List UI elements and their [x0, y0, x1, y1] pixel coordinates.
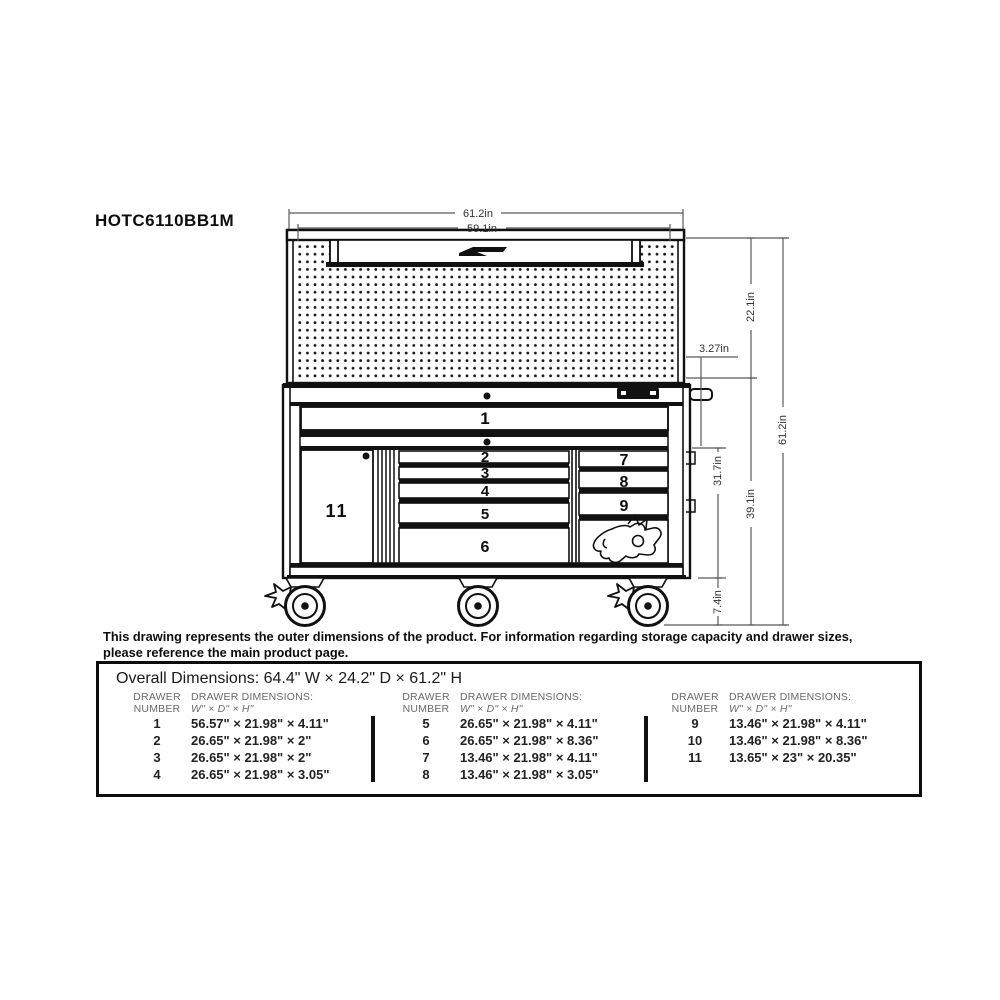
drawer-7-label: 7 [619, 452, 629, 469]
table-row [129, 766, 330, 783]
drawer-4-label: 4 [480, 483, 490, 500]
hutch [287, 230, 684, 383]
column-header [667, 692, 868, 704]
compartment-10 [579, 520, 668, 563]
dim-total-height: 61.2in [777, 415, 789, 445]
drawer-number: 2 [153, 733, 161, 748]
hutch-shelf [326, 240, 644, 267]
caster-right [629, 578, 668, 626]
dimensions-table [96, 661, 922, 797]
dim-cabinet-height: 39.1in [745, 489, 757, 519]
column-divider [371, 716, 375, 782]
drawer-dims: 26.65" × 21.98" × 4.11" [460, 716, 598, 731]
drawer-dims: 26.65" × 21.98" × 8.36" [460, 733, 599, 748]
casters [265, 578, 668, 626]
drawer-dims: 26.65" × 21.98" × 2" [191, 750, 312, 765]
drawer-6-label: 6 [480, 539, 490, 556]
header-number: NUMBER [671, 702, 719, 715]
door-knob [363, 453, 370, 460]
table-row [398, 749, 599, 766]
drawer-number: 7 [422, 750, 430, 765]
table-column-3 [667, 692, 868, 766]
table-row [667, 749, 868, 766]
header-number: NUMBER [402, 702, 450, 715]
table-row [129, 732, 330, 749]
drawer-number: 6 [422, 733, 430, 748]
drawer-number: 8 [422, 767, 430, 782]
table-row [398, 715, 599, 732]
column-header [129, 692, 330, 704]
table-column-2 [398, 692, 599, 783]
column-header-2 [667, 704, 868, 716]
drawer-dims: 13.46" × 21.98" × 4.11" [729, 716, 867, 731]
column-divider [644, 716, 648, 782]
drawer-dims: 13.65" × 23" × 20.35" [729, 750, 857, 765]
table-row [129, 749, 330, 766]
keyhole-dot-2 [484, 439, 491, 446]
dim-gap: 3.27in [699, 343, 729, 355]
column-header-2 [129, 704, 330, 716]
model-number: HOTC6110BB1M [95, 211, 235, 230]
brand-badge-icon [617, 388, 659, 399]
footnote [103, 629, 918, 660]
dim-width-inner: 59.1in [467, 223, 497, 235]
header-wdh: W" × D" × H" [460, 702, 523, 715]
drawer-number: 10 [687, 733, 703, 748]
header-drawer: DRAWER [402, 691, 450, 703]
drawer-number: 1 [153, 716, 161, 731]
drawer-8-label: 8 [619, 474, 629, 491]
dim-body-height: 31.7in [712, 456, 724, 486]
header-dimensions: DRAWER DIMENSIONS: [191, 691, 314, 703]
header-wdh: W" × D" × H" [729, 702, 792, 715]
table-row [129, 715, 330, 732]
door-11-label: 11 [325, 501, 349, 521]
header-drawer: DRAWER [133, 691, 181, 703]
drawer-number: 9 [691, 716, 699, 731]
caster-left [286, 578, 325, 626]
dim-width-outer: 61.2in [463, 208, 493, 220]
right-drawer-stack [579, 451, 668, 563]
dim-caster-height: 7.4in [712, 590, 724, 614]
header-dimensions: DRAWER DIMENSIONS: [729, 691, 852, 703]
cabinet [283, 383, 712, 579]
table-column-1 [129, 692, 330, 783]
table-row [667, 732, 868, 749]
drawer-3-label: 3 [480, 465, 490, 482]
drawer-dims: 56.57" × 21.98" × 4.11" [191, 716, 329, 731]
footnote-line-1: This drawing represents the outer dimensions of the product. For information regarding storage capacity and drawer sizes, [103, 629, 853, 644]
table-row [398, 766, 599, 783]
drawer-number: 11 [688, 750, 702, 765]
column-header [398, 692, 599, 704]
footnote-line-2: please reference the main product page. [103, 644, 349, 660]
drawer-5-label: 5 [480, 506, 490, 523]
drawer-number: 3 [153, 750, 161, 765]
drawer-dims: 13.46" × 21.98" × 4.11" [460, 750, 598, 765]
drawer-dims: 26.65" × 21.98" × 3.05" [191, 767, 330, 782]
table-row [398, 732, 599, 749]
keyhole-dot [484, 393, 491, 400]
table-row [667, 715, 868, 732]
header-number: NUMBER [133, 702, 181, 715]
drawer-dims: 26.65" × 21.98" × 2" [191, 733, 312, 748]
header-dimensions: DRAWER DIMENSIONS: [460, 691, 583, 703]
drawer-9-label: 9 [619, 498, 629, 515]
drawer-1-label: 1 [480, 409, 490, 428]
header-wdh: W" × D" × H" [191, 702, 254, 715]
middle-drawer-stack [399, 449, 569, 563]
drawer-2-label: 2 [480, 449, 490, 466]
column-header-2 [398, 704, 599, 716]
drawer-dims: 13.46" × 21.98" × 8.36" [729, 733, 868, 748]
drawer-number: 4 [153, 767, 161, 782]
header-drawer: DRAWER [671, 691, 719, 703]
dim-hutch-height: 22.1in [745, 292, 757, 322]
drawer-dims: 13.46" × 21.98" × 3.05" [460, 767, 599, 782]
caster-center [459, 578, 498, 626]
drawer-number: 5 [422, 716, 430, 731]
overall-dimensions: Overall Dimensions: 64.4" W × 24.2" D × 61.2" H [116, 670, 463, 687]
